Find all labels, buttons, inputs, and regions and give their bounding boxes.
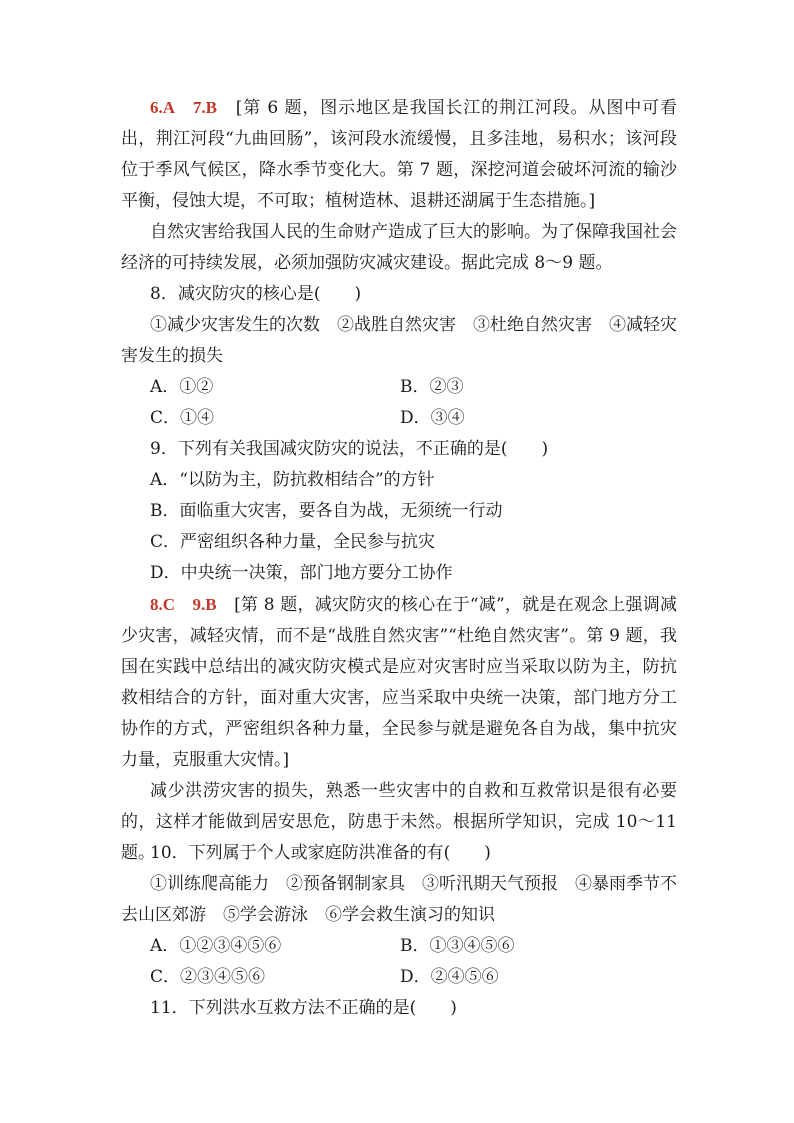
question-9-option-a[interactable]: A．“以防为主，防抗救相结合”的方针 (150, 470, 435, 490)
question-10-option-a[interactable]: A．①②③④⑤⑥ (150, 936, 282, 956)
explanation-text: [第 8 题，减灾防灾的核心在于“减”，就是在观念上强调减少灾害，减轻灾情，而不是“战胜自然灾害”“杜绝自然灾害”。第 9 题，我国在实践中总结出的减灾防灾模式是应对灾害时应当采取以防为主，防抗救相结合的方针，面对重大灾害，应当采取中央统一决策，部门地方分工协作的方式，严密组织各种力量，全民参与就是避免各自为战，集中抗灾力量，克服重大灾情。] (121, 595, 678, 770)
question-10-option-c[interactable]: C．②③④⑤⑥ (150, 967, 266, 987)
question-9-option-d[interactable]: D．中央统一决策，部门地方要分工协作 (150, 563, 453, 583)
question-10-option-d[interactable]: D．②④⑤⑥ (400, 967, 499, 987)
explanation-text: [第 6 题，图示地区是我国长江的荆江河段。从图中可看出，荆江河段“九曲回肠”，该河段水流缓慢，且多洼地，易积水；该河段位于季风气候区，降水季节变化大。第 7 题，深挖河道会破坏河流的输沙平衡，侵蚀大堤，不可取；植树造林、退耕还湖属于生态措施。] (121, 98, 677, 211)
intro-8-9: 自然灾害给我国人民的生命财产造成了巨大的影响。为了保障我国社会经济的可持续发展，必须加强防灾减灾建设。据此完成 8～9 题。 (121, 222, 677, 273)
question-10-items: ①训练爬高能力 ②预备钢制家具 ③听汛期天气预报 ④暴雨季节不去山区郊游 ⑤学会游泳 ⑥学会救生演习的知识 (121, 874, 677, 925)
question-8-option-d[interactable]: D．③④ (400, 408, 465, 428)
question-9-stem: 9．下列有关我国减灾防灾的说法，不正确的是( ) (150, 439, 549, 459)
answer-key-6-7: 6.A 7.B (150, 98, 217, 117)
answer-explanation-6-7 (121, 92, 677, 217)
question-10-option-b[interactable]: B．①③④⑤⑥ (400, 936, 515, 956)
question-11-stem: 11．下列洪水互救方法不正确的是( ) (150, 998, 457, 1018)
question-9-option-c[interactable]: C．严密组织各种力量，全民参与抗灾 (150, 532, 436, 552)
question-8-items: ①减少灾害发生的次数 ②战胜自然灾害 ③杜绝自然灾害 ④减轻灾害发生的损失 (121, 315, 677, 366)
answer-explanation-8-9 (121, 589, 677, 776)
intro-10-11: 减少洪涝灾害的损失，熟悉一些灾害中的自救和互救常识是很有必要的，这样才能做到居安思危，防患于未然。根据所学知识，完成 10～11 题。 (121, 781, 677, 863)
question-8-option-b[interactable]: B．②③ (400, 377, 464, 397)
question-8-option-a[interactable]: A．①② (150, 377, 214, 397)
question-8-option-c[interactable]: C．①④ (150, 408, 215, 428)
question-9-option-b[interactable]: B．面临重大灾害，要各自为战，无须统一行动 (150, 501, 503, 521)
answer-key-8-9: 8.C 9.B (150, 595, 217, 614)
question-10-stem: 10．下列属于个人或家庭防洪准备的有( ) (150, 843, 491, 863)
question-8-stem: 8．减灾防灾的核心是( ) (150, 284, 362, 304)
